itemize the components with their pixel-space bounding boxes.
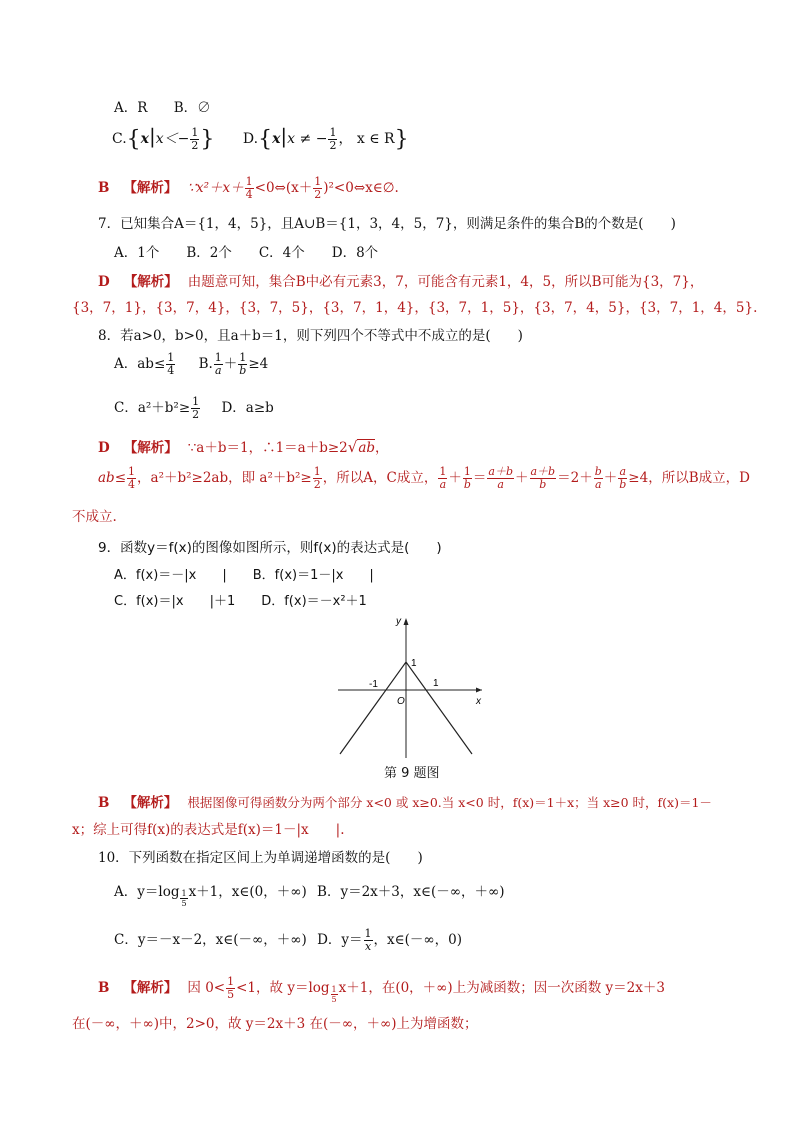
q8-option-b: B.: [198, 356, 213, 372]
q6-options-cd: C.{x|x＜− $\frac{1}{2}$ } D.{x|x ≠ − $\frac{1}{2}$ ， x ∈ R}: [112, 124, 409, 152]
q8-option-d: D．a≥b: [221, 400, 274, 416]
q10-solution-1b: <1，故 y＝log: [236, 980, 330, 996]
origin-label: O: [397, 696, 405, 707]
q10-options-ab: [114, 880, 505, 908]
q10-solution-log-base: $\frac{1}{5}$: [331, 985, 337, 1004]
q8-sol-plus1: ＋: [448, 470, 462, 486]
y-axis-arrow-icon: [404, 618, 409, 625]
q6-solution-a: ∵x²＋x＋: [187, 180, 244, 196]
q6-option-d-set: x: [272, 131, 281, 147]
q8-sol-frac1: $\frac{1}{4}$: [128, 465, 136, 491]
q8-options-cd: [114, 396, 274, 421]
q8-sol-frac6: $\frac{a+b}{b}$: [530, 465, 556, 491]
q9-solution-line1: [98, 791, 712, 811]
q8-sol-plus2: ＋: [515, 470, 529, 486]
q10-stem: 10．下列函数在指定区间上为单调递增函数的是( ): [98, 850, 423, 866]
q8-option-a: A．ab≤: [114, 356, 166, 372]
q8-option-b-frac2: $\frac{1}{b}$: [239, 351, 247, 377]
q9-stem: 9．函数y＝f(x)的图像如图所示，则f(x)的表达式是( ): [98, 540, 442, 556]
q10-solution-line1: [98, 976, 665, 1004]
q8-sol-frac3: $\frac{1}{a}$: [439, 465, 447, 491]
q10-option-a: A．y＝log: [114, 884, 180, 900]
q6-option-d-frac: $\frac{1}{2}$: [329, 125, 337, 152]
q10-option-b: B．y＝2x＋3，x∈(－∞，＋∞): [317, 884, 505, 900]
q7-solution-line1: [98, 270, 703, 290]
q6-options-ab: [114, 96, 211, 116]
q7-answer: D: [98, 274, 110, 290]
q6-option-d-tail: ， x ∈ R: [338, 131, 395, 147]
q8-solution-1b: ，: [375, 440, 389, 456]
q8-option-b-tail: ≥4: [248, 356, 269, 372]
q6-answer: B: [98, 180, 110, 196]
q6-solution-frac2: $\frac{1}{2}$: [314, 175, 322, 201]
q7-solution-text1: 由题意可知，集合B中必有元素3，7，可能含有元素1，4，5，所以B可能为{3，7}，: [187, 274, 704, 290]
q6-option-b: B．∅: [173, 100, 211, 116]
q9-solution-text1: 根据图像可得函数分为两个部分 x<0 或 x≥0.当 x<0 时，f(x)＝1＋x；当 x≥0 时，f(x)＝1－: [187, 795, 712, 810]
tick-pos1: 1: [433, 678, 439, 689]
q7-options: A．1个 B．2个 C．4个 D．8个: [114, 245, 379, 261]
q8-options-ab: [114, 352, 268, 377]
q8-stem: 8．若a>0，b>0，且a＋b＝1，则下列四个不等式中不成立的是( ): [98, 328, 523, 344]
q8-solution-line3: 不成立.: [72, 509, 117, 525]
q6-option-c-prefix: C.: [112, 131, 127, 147]
q9-answer: B: [98, 795, 110, 811]
q8-option-a-frac: $\frac{1}{4}$: [167, 351, 175, 377]
q10-solution-tag: 【解析】: [123, 980, 178, 996]
q6-option-a: A．R: [114, 100, 148, 116]
q8-sol-eq2: ＝2＋: [557, 470, 593, 486]
q8-sol-frac8: $\frac{a}{b}$: [619, 465, 627, 491]
q8-sol-frac4: $\frac{1}{b}$: [463, 465, 471, 491]
y-axis-label: y: [396, 616, 401, 627]
q6-solution-b: <0⇔(x＋: [254, 180, 313, 196]
q6-option-d-cond: x ≠ −: [287, 131, 328, 147]
q10-option-a-base: $\frac{1}{5}$: [181, 889, 187, 908]
q6-option-c-set: x: [140, 131, 150, 147]
q8-solution-1a: ∵a＋b＝1，∴1＝a＋b≥2: [187, 440, 348, 456]
q9-figure-caption: 第 9 题图: [384, 766, 440, 781]
q6-option-c-frac: $\frac{1}{2}$: [191, 125, 199, 152]
q8-solution-2c: ，所以A，C成立，: [322, 470, 438, 486]
x-axis-label: x: [476, 696, 481, 707]
q8-solution-tag: 【解析】: [123, 440, 178, 456]
q8-option-b-frac1: $\frac{1}{a}$: [214, 351, 222, 377]
q7-solution-line2: {3，7，1}，{3，7，4}，{3，7，5}，{3，7，1，4}，{3，7，1，5}，{3，7，4，5}，{3，7，1，4，5}.: [72, 300, 758, 316]
q10-option-d: D．y＝: [317, 932, 363, 948]
q10-solution-1a: 因 0<: [187, 980, 226, 996]
q10-answer: B: [98, 980, 110, 996]
q10-option-c: C．y＝－x－2，x∈(－∞，＋∞): [114, 932, 307, 948]
q8-solution-root: ab: [358, 440, 376, 456]
q6-option-c-cond: x＜−: [155, 131, 190, 147]
q10-option-d-tail: ，x∈(－∞，0): [373, 932, 463, 948]
q8-solution-2b: ，a²＋b²≥2ab，即 a²＋b²≥: [137, 470, 312, 486]
q6-solution: [98, 176, 399, 201]
q9-solution-tag: 【解析】: [123, 795, 178, 811]
q8-sol-frac2: $\frac{1}{2}$: [313, 465, 321, 491]
q9-function-graph: [336, 612, 486, 760]
x-axis-arrow-icon: [476, 688, 482, 693]
q10-option-d-frac: $\frac{1}{x}$: [364, 927, 372, 953]
q8-sol-eq1: ＝: [472, 470, 487, 486]
q8-sol-frac5: $\frac{a+b}{a}$: [488, 465, 513, 491]
q10-option-a-tail: x＋1，x∈(0，＋∞): [188, 884, 307, 900]
q6-solution-c: )²<0⇔x∈∅.: [323, 180, 399, 196]
q8-solution-line2: [98, 466, 750, 491]
q10-solution-line2: 在(－∞，＋∞)中，2>0，故 y＝2x＋3 在(－∞，＋∞)上为增函数；: [72, 1016, 478, 1032]
q10-solution-frac: $\frac{1}{5}$: [227, 975, 235, 1001]
q7-stem: 7．已知集合A＝{1，4，5}，且A∪B＝{1，3，4，5，7}，则满足条件的集合B的个数是( ): [98, 216, 676, 232]
tick-y1: 1: [411, 658, 417, 669]
q7-solution-tag: 【解析】: [123, 274, 178, 290]
tick-neg1: -1: [369, 679, 378, 690]
q9-solution-line2: x；综上可得f(x)的表达式是f(x)＝1－|x |.: [72, 822, 345, 838]
q6-option-d-prefix: D.: [242, 131, 259, 147]
q8-option-b-plus: ＋: [223, 356, 238, 372]
q8-option-c: C．a²＋b²≥: [114, 400, 191, 416]
q8-option-c-frac: $\frac{1}{2}$: [192, 395, 200, 421]
q9-options-ab: A．f(x)＝－|x | B．f(x)＝1－|x |: [114, 568, 374, 583]
q8-sol-frac7: $\frac{b}{a}$: [594, 465, 602, 491]
q8-solution-2a: ab≤: [98, 470, 127, 486]
q10-options-cd: [114, 928, 462, 953]
q8-solution-line1: D 【解析】 ∵a＋b＝1，∴1＝a＋b≥2√ab，: [98, 438, 389, 456]
q8-answer: D: [98, 440, 110, 456]
q8-solution-2d: ≥4，所以B成立，D: [628, 470, 750, 486]
q9-options-cd: C．f(x)＝|x |＋1 D．f(x)＝－x²＋1: [114, 594, 367, 609]
q6-solution-tag: 【解析】: [123, 180, 178, 196]
q6-solution-frac: $\frac{1}{4}$: [245, 175, 253, 201]
q8-sol-plus3: ＋: [603, 470, 618, 486]
q10-solution-1c: x＋1，在(0，＋∞)上为减函数；因一次函数 y＝2x＋3: [338, 980, 665, 996]
